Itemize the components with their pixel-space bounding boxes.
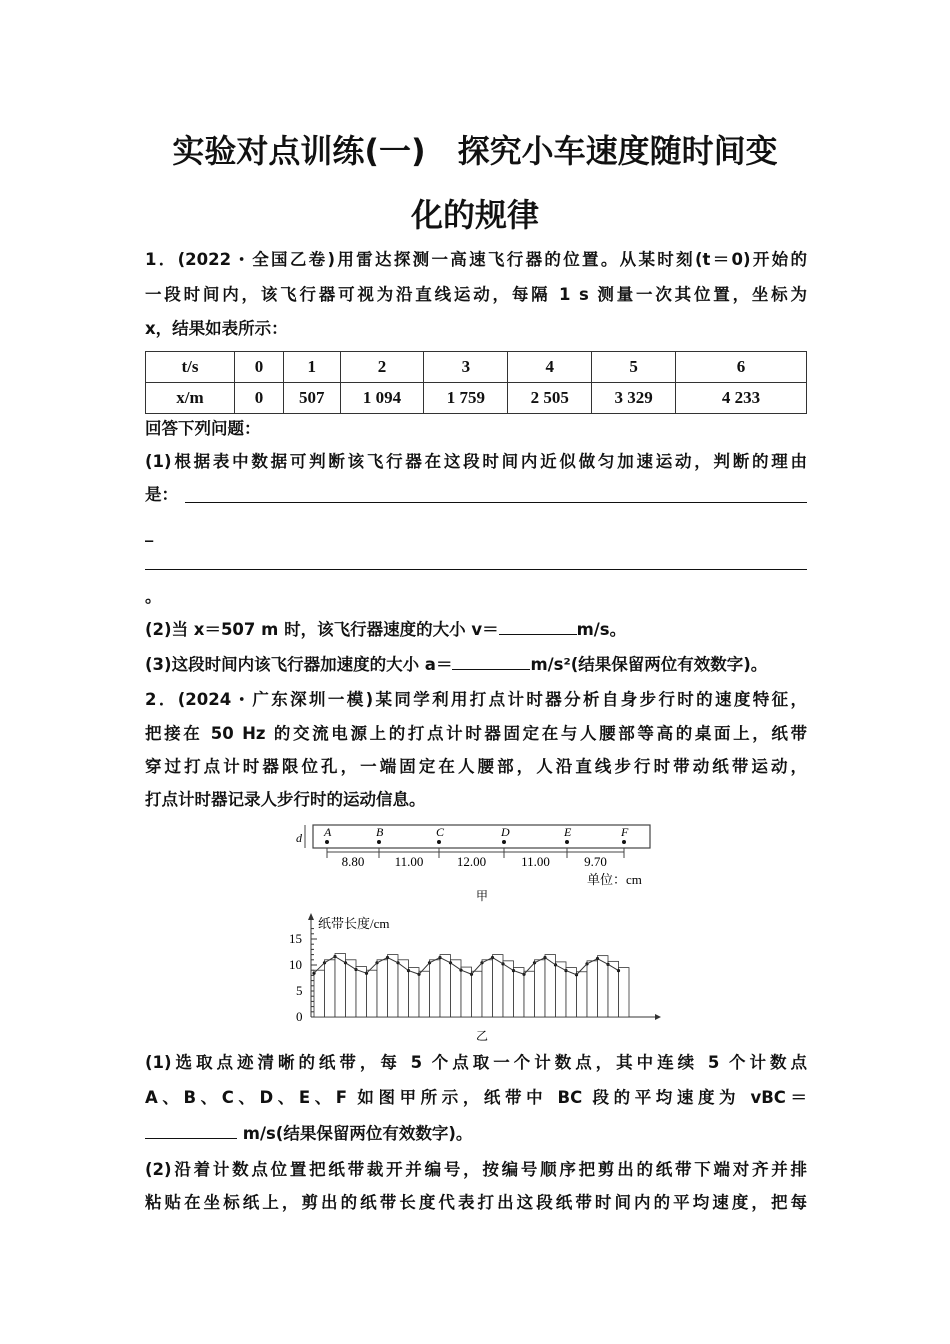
- table-cell: 4: [508, 352, 592, 383]
- q1-sub1: (1)根据表中数据可判断该飞行器在这段时间内近似做匀加速运动，判断的理由: [145, 452, 807, 471]
- answer-dash: _: [145, 523, 154, 542]
- q1-prompt: 回答下列问题：: [145, 419, 261, 438]
- x-axis-arrow: [655, 1014, 661, 1020]
- gap-label: 12.00: [456, 854, 487, 869]
- point-label: A: [324, 825, 332, 839]
- table-cell: 5: [592, 352, 676, 383]
- q2-sub1: [145, 1122, 807, 1145]
- point-label: E: [564, 825, 572, 839]
- caption-yi: 乙: [476, 1029, 489, 1043]
- point-label: C: [436, 825, 445, 839]
- table-cell: 1: [284, 352, 341, 383]
- count-point: [565, 840, 569, 844]
- point-label: B: [376, 825, 384, 839]
- q1-sub2-text: (2)当 x＝507 m 时，该飞行器速度的大小 v＝: [145, 620, 499, 639]
- paper-tape-figure: [296, 825, 650, 903]
- q2-sub1: A、B、C、D、E、F 如图甲所示，纸带中 BC 段的平均速度为 vBC＝: [145, 1088, 807, 1107]
- gap-label: 8.80: [341, 854, 365, 869]
- table-cell: 0: [235, 352, 284, 383]
- d-label: d: [296, 831, 302, 845]
- bar: [524, 971, 535, 1017]
- bar: [314, 970, 325, 1017]
- bar: [587, 961, 598, 1017]
- table-cell: 2: [340, 352, 424, 383]
- unit-label: 单位：cm: [587, 872, 642, 887]
- bar: [388, 955, 399, 1017]
- count-point: [502, 840, 506, 844]
- bar: [409, 968, 420, 1017]
- answer-blank[interactable]: [145, 1122, 237, 1139]
- q2-text: 把接在 50 Hz 的交流电源上的打点计时器固定在与人腰部等高的桌面上，纸带: [145, 724, 807, 743]
- table-cell: 2 505: [508, 383, 592, 414]
- gap-label: 9.70: [584, 854, 607, 869]
- q1-text: 一段时间内，该飞行器可视为沿直线运动，每隔 1 s 测量一次其位置，坐标为: [145, 285, 807, 304]
- bar: [472, 971, 483, 1017]
- q2-text: 2．(2024・广东深圳一模)某同学利用打点计时器分析自身步行时的速度特征，: [145, 690, 807, 709]
- bar: [482, 960, 493, 1017]
- q1-text: 1．(2022・全国乙卷)用雷达探测一高速飞行器的位置。从某时刻(t＝0)开始的: [145, 250, 807, 269]
- table-cell: 3 329: [592, 383, 676, 414]
- gap-label: 11.00: [394, 854, 424, 869]
- q1-sub3-text: (3)这段时间内该飞行器加速度的大小 a＝: [145, 655, 453, 674]
- table-cell: t/s: [146, 352, 235, 383]
- q2-sub1: (1)选取点迹清晰的纸带，每 5 个点取一个计数点，其中连续 5 个计数点: [145, 1053, 807, 1072]
- bar: [577, 972, 588, 1017]
- unit-text: m/s²(结果保留两位有效数字)。: [530, 655, 768, 674]
- y-tick-label: 5: [296, 983, 303, 998]
- bar: [419, 971, 430, 1017]
- point-label: D: [501, 825, 510, 839]
- table-cell: 507: [284, 383, 341, 414]
- q2-sub2: (2)沿着计数点位置把纸带裁开并编号，按编号顺序把剪出的纸带下端对齐并排: [145, 1160, 807, 1179]
- bar: [598, 956, 609, 1017]
- y-tick-label: 15: [289, 931, 302, 946]
- bar: [398, 960, 409, 1017]
- bar: [356, 967, 367, 1017]
- table-cell: x/m: [146, 383, 235, 414]
- page-title-cont: 化的规律: [410, 196, 539, 234]
- page-title: 实验对点训练(一) 探究小车速度随时间变: [172, 132, 778, 170]
- bar: [461, 967, 472, 1017]
- y-axis-label: 纸带长度/cm: [318, 916, 390, 931]
- count-point: [622, 840, 626, 844]
- bar: [430, 960, 441, 1017]
- q2-text: 打点计时器记录人步行时的运动信息。: [145, 790, 426, 809]
- bar: [535, 960, 546, 1017]
- y-tick-label: 10: [289, 957, 302, 972]
- bar: [367, 970, 378, 1017]
- table-cell: 3: [424, 352, 508, 383]
- bar: [619, 968, 630, 1017]
- q2-sub2: 粘贴在坐标纸上，剪出的纸带长度代表打出这段纸带时间内的平均速度，把每: [145, 1193, 807, 1212]
- q2-text: 穿过打点计时器限位孔，一端固定在人腰部，人沿直线步行时带动纸带运动，: [145, 757, 807, 776]
- gap-label: 11.00: [521, 854, 550, 869]
- table-cell: 4 233: [676, 383, 807, 414]
- table-cell: 1 759: [424, 383, 508, 414]
- unit-text: m/s。: [576, 620, 627, 639]
- count-point: [437, 840, 441, 844]
- q1-sub1-b: 是：: [145, 485, 178, 504]
- table-cell: 6: [676, 352, 807, 383]
- table-cell: 1 094: [340, 383, 424, 414]
- point-label: F: [621, 825, 629, 839]
- unit-text: m/s(结果保留两位有效数字)。: [242, 1124, 473, 1143]
- y-tick-label: 0: [296, 1009, 303, 1024]
- bar: [514, 968, 525, 1017]
- bar-chart: [289, 913, 661, 1043]
- bar: [440, 955, 451, 1017]
- paper-tape: [313, 825, 650, 848]
- bar: [377, 960, 388, 1017]
- table-cell: 0: [235, 383, 284, 414]
- count-point: [325, 840, 329, 844]
- q1-text: x，结果如表所示：: [145, 319, 288, 338]
- period: 。: [145, 587, 162, 606]
- caption-jia: 甲: [476, 889, 489, 903]
- bar: [325, 960, 336, 1017]
- count-point: [377, 840, 381, 844]
- y-axis-arrow: [308, 913, 314, 920]
